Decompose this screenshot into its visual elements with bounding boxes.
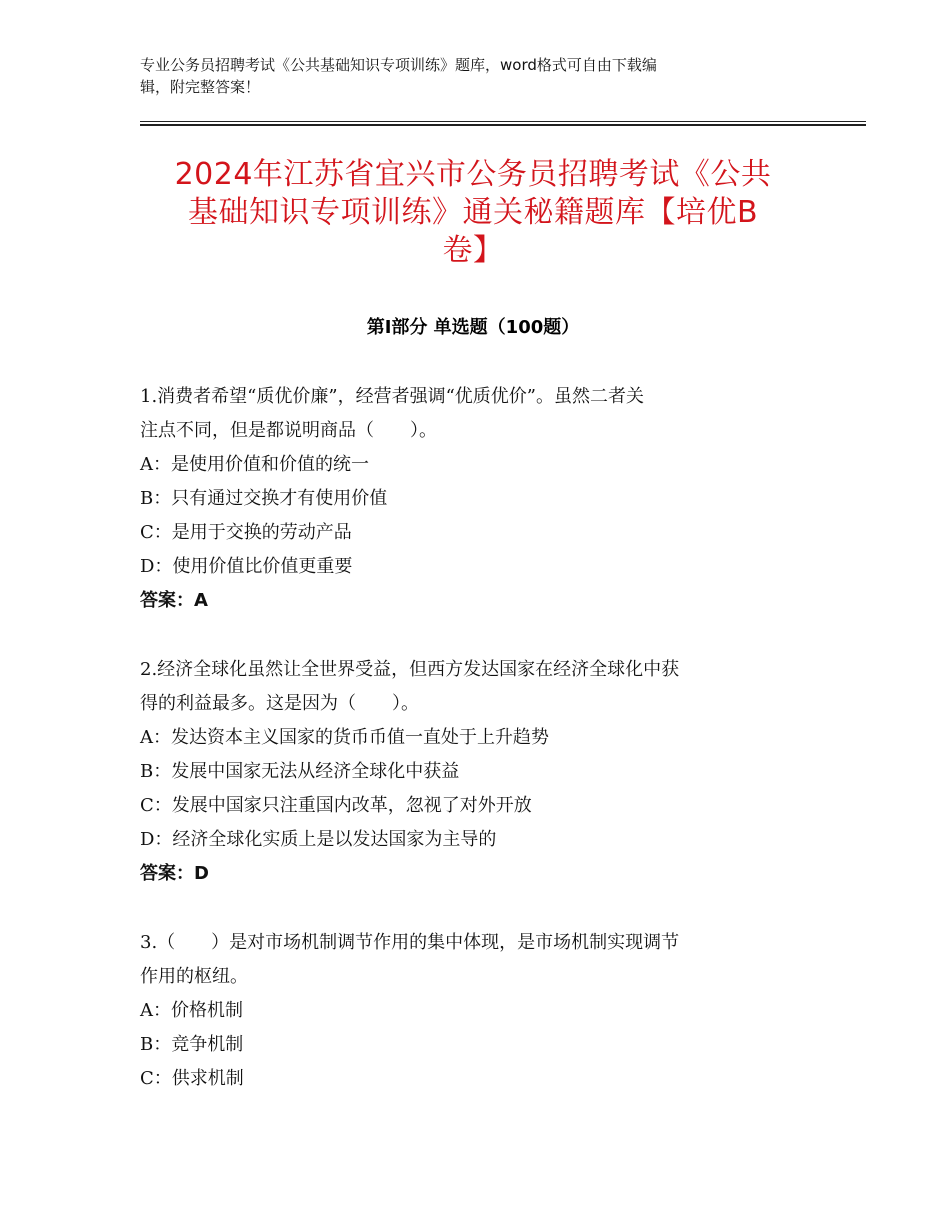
question-stem-line: 3.（ ）是对市场机制调节作用的集中体现，是市场机制实现调节 xyxy=(140,932,680,953)
option-b: B：只有通过交换才有使用价值 xyxy=(140,488,388,509)
option-c: C：供求机制 xyxy=(140,1068,244,1089)
section-heading: 第Ⅰ部分 单选题（100题） xyxy=(366,317,580,338)
option-c: C：发展中国家只注重国内改革，忽视了对外开放 xyxy=(140,795,532,816)
question-stem-line: 注点不同，但是都说明商品（ ）。 xyxy=(140,420,437,441)
option-d: D：经济全球化实质上是以发达国家为主导的 xyxy=(140,829,497,850)
title-line: 卷】 xyxy=(442,233,504,268)
document-title xyxy=(140,156,806,270)
question-2 xyxy=(140,653,806,891)
header-note-line: 辑，附完整答案！ xyxy=(140,78,261,96)
header-divider-thick xyxy=(140,124,866,126)
question-stem-line: 2.经济全球化虽然让全世界受益，但西方发达国家在经济全球化中获 xyxy=(140,659,680,680)
option-c: C：是用于交换的劳动产品 xyxy=(140,522,352,543)
question-stem xyxy=(140,380,806,448)
option-a: A：是使用价值和价值的统一 xyxy=(140,454,369,475)
question-stem-line: 1.消费者希望“质优价廉”，经营者强调“优质优价”。虽然二者关 xyxy=(140,386,644,407)
question-stem xyxy=(140,653,806,721)
question-1 xyxy=(140,380,806,618)
question-stem-line: 得的利益最多。这是因为（ ）。 xyxy=(140,693,419,714)
title-line: 基础知识专项训练》通关秘籍题库【培优B xyxy=(187,195,759,230)
option-d: D：使用价值比价值更重要 xyxy=(140,556,353,577)
header-divider xyxy=(140,121,866,122)
question-3 xyxy=(140,926,806,1096)
option-a: A：价格机制 xyxy=(140,1000,243,1021)
answer: 答案：A xyxy=(140,590,208,611)
option-b: B：发展中国家无法从经济全球化中获益 xyxy=(140,761,460,782)
question-stem xyxy=(140,926,806,994)
header-note-line: 专业公务员招聘考试《公共基础知识专项训练》题库，word格式可自由下载编 xyxy=(140,56,657,74)
option-a: A：发达资本主义国家的货币币值一直处于上升趋势 xyxy=(140,727,549,748)
answer: 答案：D xyxy=(140,863,209,884)
option-b: B：竞争机制 xyxy=(140,1034,244,1055)
question-stem-line: 作用的枢纽。 xyxy=(140,966,248,987)
title-line: 2024年江苏省宜兴市公务员招聘考试《公共 xyxy=(174,157,772,192)
header-note xyxy=(140,54,820,98)
